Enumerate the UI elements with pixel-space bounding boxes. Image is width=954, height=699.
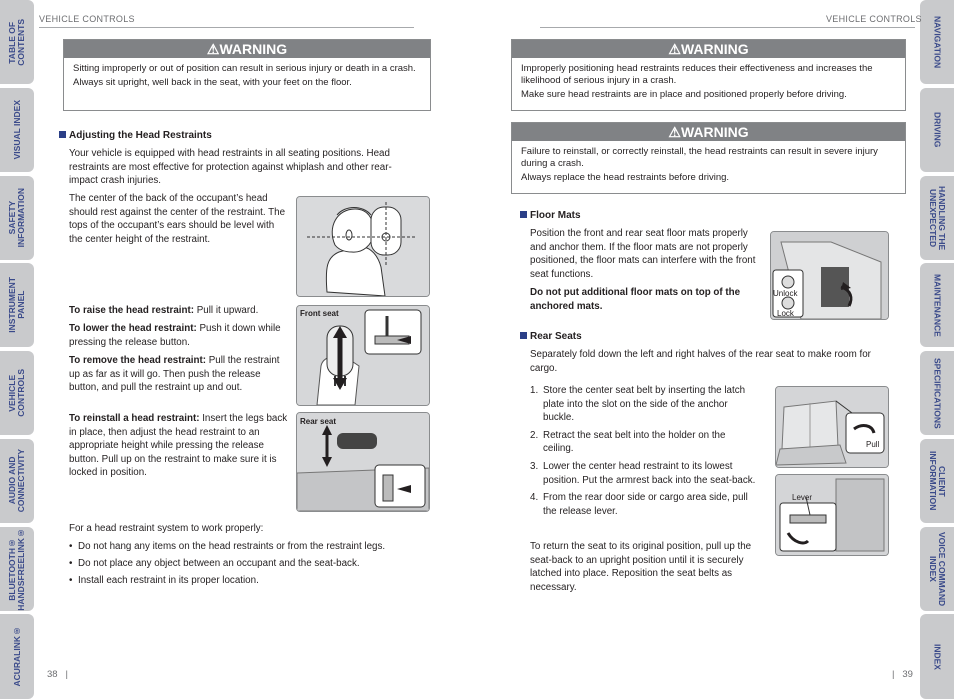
warning-box-reinstall: [511, 122, 906, 194]
header-left: VEHICLE CONTROLS: [39, 14, 135, 24]
warning-text: Always replace the head restraints before driving.: [521, 172, 730, 183]
section-title-floor-mats: Floor Mats: [520, 210, 581, 221]
head-center-text: The center of the back of the occupant’s head should rest against the center of the restraint. The tops of the occupant’s ears should be level with the center height of the restraint.: [69, 193, 286, 245]
tab-index[interactable]: [920, 614, 954, 699]
tab-voice-command-index[interactable]: [920, 527, 954, 611]
warning-text: Always sit upright, well back in the seat, with your feet on the floor.: [73, 77, 352, 88]
warning-title: ⚠WARNING: [512, 123, 905, 141]
warning-text: Failure to reinstall, or correctly reinstall, the head restraints can result in severe injury during a crash.: [521, 146, 878, 169]
system-text: For a head restraint system to work properly:: [69, 523, 264, 534]
tab-handling-the-unexpected[interactable]: [920, 176, 954, 260]
floor-mat-figure: [770, 231, 889, 320]
tab-label: INDEX: [932, 643, 943, 670]
tab-bluetooth-handsfreelink[interactable]: [0, 527, 34, 611]
tab-label: ACURALINK®: [11, 626, 22, 687]
list-item: • Do not hang any items on the head restraints or from the restraint legs.: [69, 538, 419, 555]
warning-title: ⚠WARNING: [512, 40, 905, 58]
tab-safety-information[interactable]: [0, 176, 34, 260]
tab-label: NAVIGATION: [932, 15, 943, 69]
warning-text: Sitting improperly or out of position can result in serious injury or death in a crash.: [73, 63, 416, 74]
tab-audio-and-connectivity[interactable]: [0, 439, 34, 523]
warning-box-seating: [63, 39, 431, 111]
list-item: • Install each restraint in its proper location.: [69, 572, 419, 589]
remove-text: To remove the head restraint: Pull the restraint up as far as it will go. Then push the release button, and pull the restraint up and out.: [69, 355, 280, 394]
floor-mats-bold: Do not put additional floor mats on top of the anchored mats.: [530, 287, 741, 312]
tab-navigation[interactable]: [920, 0, 954, 84]
lever-label: Lever: [792, 493, 813, 502]
warning-box-positioning: [511, 39, 906, 111]
list-item: 1. Store the center seat belt by inserting the latch plate into the slot on the side of the anchor buckle.: [530, 385, 746, 424]
tab-vehicle-controls[interactable]: [0, 351, 34, 435]
rear-seat-pull-figure: [775, 386, 889, 468]
rear-seat-steps: [530, 384, 758, 522]
front-seat-figure: [296, 305, 430, 406]
tab-label: INSTRUMENT PANEL: [7, 277, 26, 333]
section-title-head-restraints: Adjusting the Head Restraints: [59, 130, 212, 141]
header-rule-left: [39, 27, 414, 28]
warning-triangle-icon: ⚠: [206, 41, 220, 57]
tab-label: SPECIFICATIONS: [932, 357, 943, 429]
tab-instrument-panel[interactable]: [0, 263, 34, 347]
tab-label: TABLE OF CONTENTS: [7, 18, 26, 66]
warning-title: ⚠WARNING: [64, 40, 430, 58]
head-intro: Your vehicle is equipped with head restraints in all seating positions. Head restraints are most effective for protection against whiplash and other rear-impact crash injuries.: [69, 148, 392, 187]
tab-label: AUDIO AND CONNECTIVITY: [7, 449, 26, 513]
floor-mats-text: Position the front and rear seat floor mats properly and anchor them. If the floor mats are not properly positioned, the floor mats can interfere with the front seat functions.: [530, 228, 756, 280]
list-item: 4. From the rear door side or cargo area side, pull the release lever.: [530, 492, 748, 517]
lower-text: To lower the head restraint: Push it down while pressing the release button.: [69, 323, 281, 348]
tab-client-information[interactable]: [920, 439, 954, 523]
tab-label: VOICE COMMAND INDEX: [928, 531, 947, 607]
tab-visual-index[interactable]: [0, 88, 34, 172]
tab-label: VEHICLE CONTROLS: [7, 369, 26, 417]
rear-seats-intro: Separately fold down the left and right halves of the rear seat to make room for cargo.: [530, 349, 871, 374]
tab-label: BLUETOOTH® HANDSFREELINK®: [7, 527, 26, 611]
rear-seat-label: Rear seat: [300, 417, 337, 426]
raise-text: To raise the head restraint: Pull it upward.: [69, 305, 259, 316]
page-number-left: 38 |: [47, 669, 68, 680]
occupant-head-figure: [296, 196, 430, 297]
unlock-label: Unlock: [773, 289, 798, 298]
list-item: 2. Retract the seat belt into the holder on the ceiling.: [530, 429, 726, 455]
reinstall-text: To reinstall a head restraint: Insert the legs back in place, then adjust the head restraint to an appropriate height while pressing the release button. Pull up on the restraint to make sure it is locked in position.: [69, 413, 288, 479]
rear-seats-return: To return the seat to its original position, pull up the seat-back to an upright position until it is securely latched into place. Reposition the seat belts as necessary.: [530, 541, 752, 593]
section-title-rear-seats: Rear Seats: [520, 331, 582, 342]
tab-table-of-contents[interactable]: [0, 0, 34, 84]
tab-acuralink[interactable]: [0, 614, 34, 699]
pull-label: Pull: [866, 440, 880, 449]
tab-label: MAINTENANCE: [932, 273, 943, 337]
tab-label: VISUAL INDEX: [11, 100, 22, 160]
lock-label: Lock: [777, 309, 794, 318]
tab-specifications[interactable]: [920, 351, 954, 435]
rear-seat-lever-figure: [775, 474, 889, 556]
tab-label: DRIVING: [932, 112, 943, 148]
warning-text: Make sure head restraints are in place and positioned properly before driving.: [521, 89, 847, 100]
warning-text: Improperly positioning head restraints reduces their effectiveness and increases the likelihood of serious injury in a crash.: [521, 63, 873, 86]
list-item: 3. Lower the center head restraint to its lowest position. Put the armrest back into the seat-back.: [530, 460, 756, 486]
header-right: VEHICLE CONTROLS: [826, 14, 922, 24]
page-number-right: | 39: [892, 669, 913, 680]
header-rule-right: [540, 27, 915, 28]
tab-maintenance[interactable]: [920, 263, 954, 347]
tab-label: SAFETY INFORMATION: [7, 188, 26, 248]
warning-triangle-icon: ⚠: [668, 41, 681, 57]
warning-triangle-icon: ⚠: [668, 124, 681, 140]
tab-label: CLIENT INFORMATION: [928, 451, 947, 511]
list-item: • Do not place any object between an occupant and the seat-back.: [69, 555, 419, 572]
tab-label: HANDLING THE UNEXPECTED: [928, 185, 947, 251]
tab-driving[interactable]: [920, 88, 954, 172]
front-seat-label: Front seat: [300, 309, 339, 318]
rear-seat-figure: [296, 412, 430, 512]
head-bullet-list: [69, 538, 419, 589]
